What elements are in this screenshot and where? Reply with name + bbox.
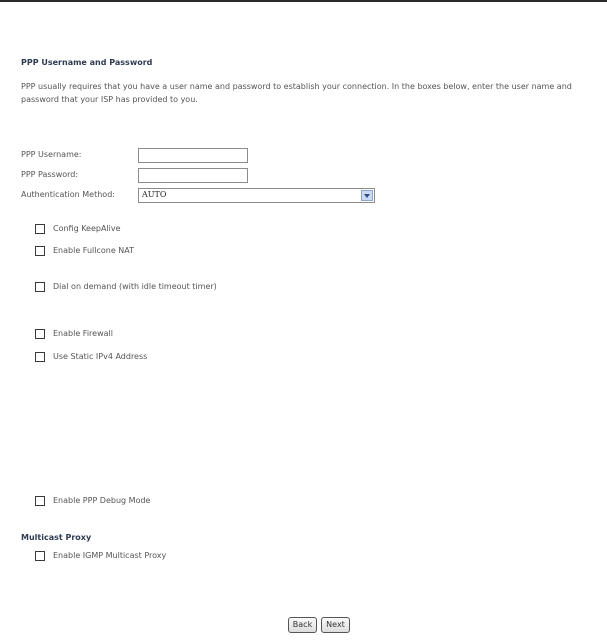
multicast-section-title: Multicast Proxy [21,533,92,542]
auth-method-label: Authentication Method: [21,190,115,199]
password-input[interactable] [138,168,248,183]
igmp-proxy-label: Enable IGMP Multicast Proxy [53,551,167,560]
static-ipv4-checkbox[interactable] [35,352,45,362]
fullcone-nat-checkbox[interactable] [35,246,45,256]
firewall-label: Enable Firewall [53,329,113,338]
back-button[interactable]: Back [288,617,317,633]
ppp-description: PPP usually requires that you have a user name and password to establish your connection. In the boxes below, enter the user name and password that your ISP has provided to you. [21,82,572,104]
top-divider [0,0,607,2]
chevron-down-icon[interactable] [361,190,373,201]
keepalive-checkbox[interactable] [35,224,45,234]
auth-method-select[interactable] [138,188,375,203]
keepalive-label: Config KeepAlive [53,224,121,233]
fullcone-nat-label: Enable Fullcone NAT [53,246,135,255]
next-button[interactable]: Next [321,617,350,633]
auth-method-value: AUTO [142,190,167,199]
password-label: PPP Password: [21,170,79,179]
ppp-debug-checkbox[interactable] [35,496,45,506]
ppp-section-title: PPP Username and Password [21,58,153,67]
dial-on-demand-checkbox[interactable] [35,282,45,292]
ppp-debug-label: Enable PPP Debug Mode [53,496,151,505]
username-input[interactable] [138,148,248,163]
igmp-proxy-checkbox[interactable] [35,551,45,561]
dial-on-demand-label: Dial on demand (with idle timeout timer) [53,282,217,291]
static-ipv4-label: Use Static IPv4 Address [53,352,148,361]
username-label: PPP Username: [21,150,82,159]
firewall-checkbox[interactable] [35,329,45,339]
